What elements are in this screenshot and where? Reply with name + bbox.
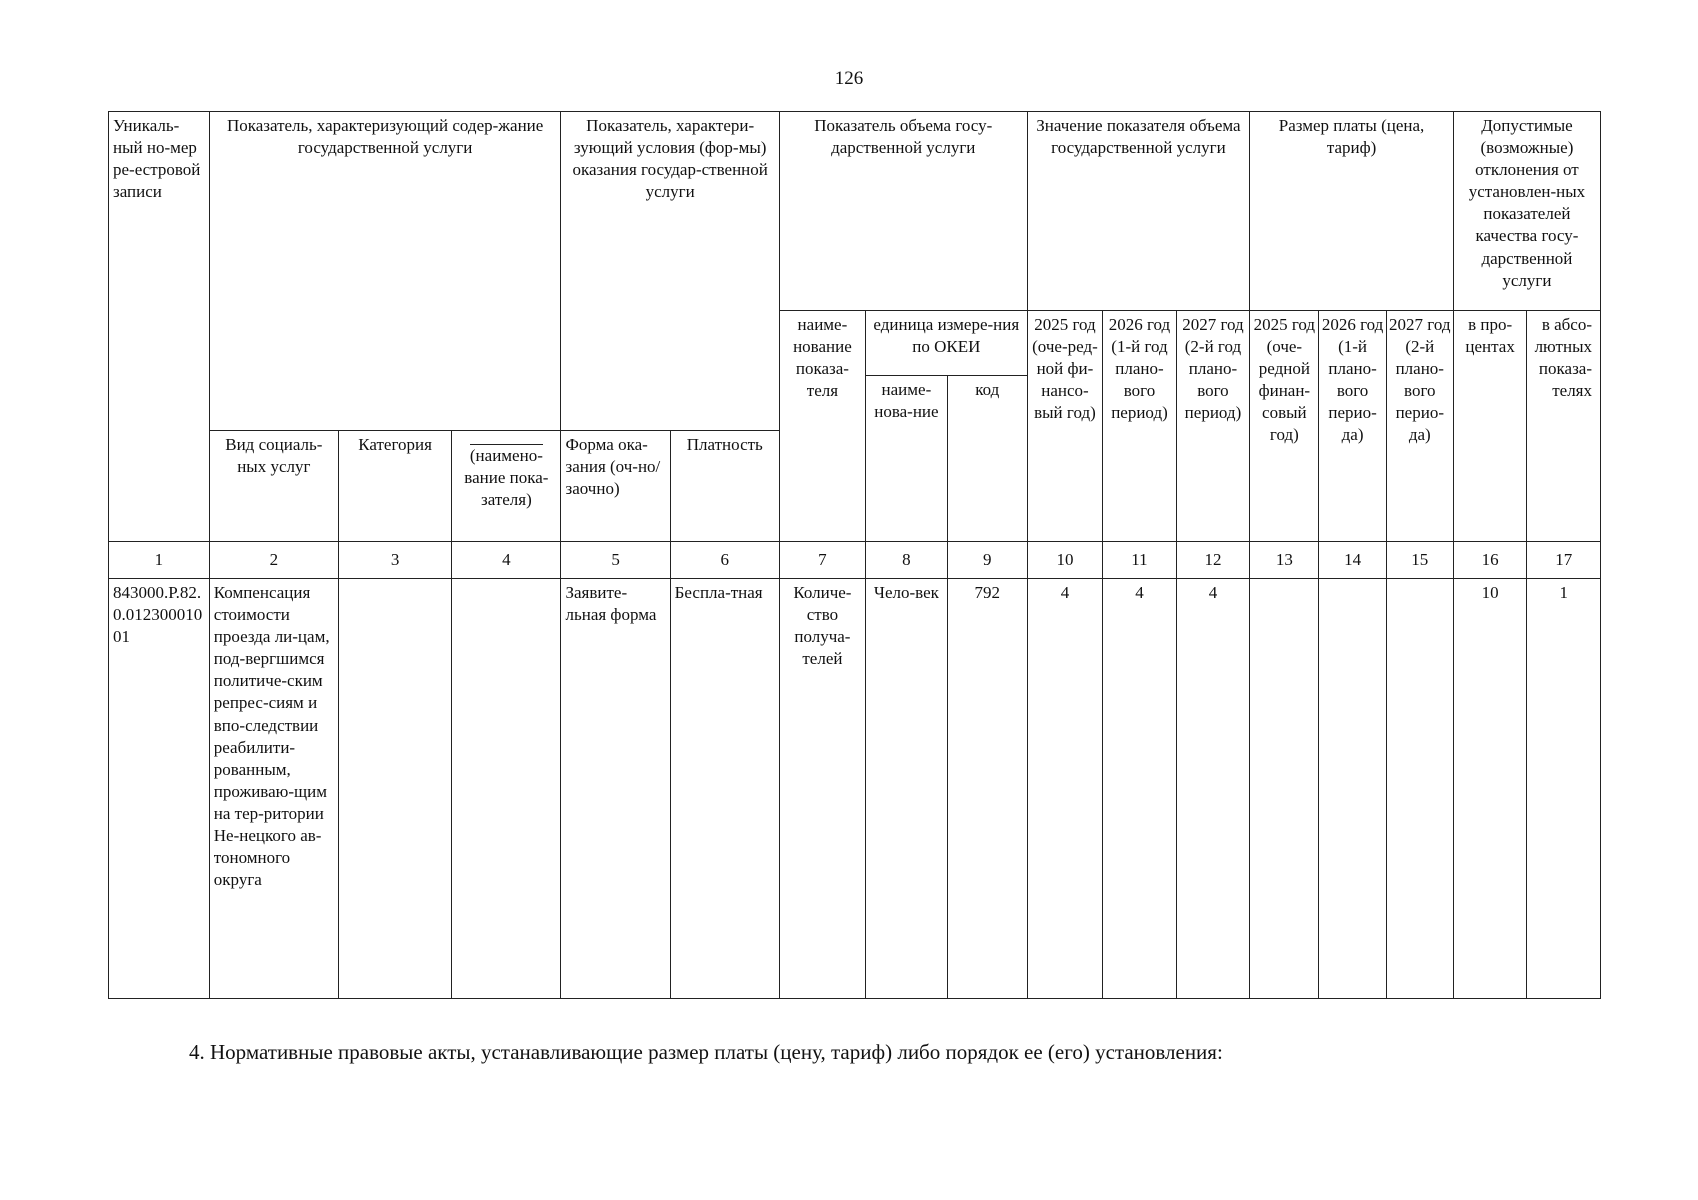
column-number: 11 — [1103, 542, 1176, 579]
column-number: 7 — [779, 542, 865, 579]
header-indicator-name — [452, 431, 561, 542]
header-content-indicator: Показатель, характеризующий содер-жание государственной услуги — [209, 112, 561, 431]
column-number: 15 — [1386, 542, 1453, 579]
header-deviation-percent: в про-центах — [1453, 311, 1526, 542]
section-4-heading: 4. Нормативные правовые акты, устанавливающие размер платы (цену, тариф) либо порядок ее (его) установления: — [189, 1040, 1223, 1064]
value-2027-cell: 4 — [1176, 579, 1249, 999]
value-2025-cell: 4 — [1027, 579, 1103, 999]
header-fee-2026: 2026 год (1-й плано-вого перио-да) — [1319, 311, 1386, 542]
header-deviation-absolute: в абсо-лютных показа-телях — [1527, 311, 1601, 542]
column-number: 12 — [1176, 542, 1249, 579]
header-conditions-indicator: Показатель, характери-зующий условия (фор-мы) оказания государ-ственной услуги — [561, 112, 779, 431]
header-volume-indicator: Показатель объема госу-дарственной услуги — [779, 112, 1027, 311]
header-registry-number: Уникаль-ный но-мер ре-естровой записи — [109, 112, 210, 542]
header-service-type: Вид социаль-ных услуг — [209, 431, 338, 542]
column-number: 8 — [865, 542, 947, 579]
indicator-name-cell — [452, 579, 561, 999]
unit-code-cell: 792 — [947, 579, 1027, 999]
column-number: 6 — [670, 542, 779, 579]
header-volume-value: Значение показателя объема государственной услуги — [1027, 112, 1250, 311]
header-okei-name: наиме-нова-ние — [865, 376, 947, 542]
column-number: 3 — [338, 542, 451, 579]
column-number: 2 — [209, 542, 338, 579]
header-payment: Платность — [670, 431, 779, 542]
table-row — [109, 579, 1601, 999]
page-number: 126 — [834, 68, 864, 89]
deviation-absolute-cell: 1 — [1527, 579, 1601, 999]
payment-cell: Беспла-тная — [670, 579, 779, 999]
header-indicator-name-text: (наимено-вание пока-зателя) — [464, 446, 549, 510]
column-number: 17 — [1527, 542, 1601, 579]
column-number: 14 — [1319, 542, 1386, 579]
state-service-volume-table — [108, 111, 1601, 999]
column-number: 16 — [1453, 542, 1526, 579]
fee-2025-cell — [1250, 579, 1319, 999]
column-number: 9 — [947, 542, 1027, 579]
column-number: 13 — [1250, 542, 1319, 579]
volume-name-cell: Количе-ство получа-телей — [779, 579, 865, 999]
column-number: 4 — [452, 542, 561, 579]
form-cell: Заявите-льная форма — [561, 579, 670, 999]
header-deviation: Допустимые (возможные) отклонения от установлен-ных показателей качества госу-дарственной услуги — [1453, 112, 1600, 311]
deviation-percent-cell: 10 — [1453, 579, 1526, 999]
header-fee: Размер платы (цена, тариф) — [1250, 112, 1454, 311]
category-cell — [338, 579, 451, 999]
column-number: 1 — [109, 542, 210, 579]
header-value-2027: 2027 год (2-й год плано-вого период) — [1176, 311, 1249, 542]
unit-name-cell: Чело-век — [865, 579, 947, 999]
column-number: 5 — [561, 542, 670, 579]
fee-2026-cell — [1319, 579, 1386, 999]
header-okei-unit: единица измере-ния по ОКЕИ — [865, 311, 1027, 376]
header-okei-code: код — [947, 376, 1027, 542]
header-fee-2027: 2027 год (2-й плано-вого перио-да) — [1386, 311, 1453, 542]
header-form: Форма ока-зания (оч-но/заочно) — [561, 431, 670, 542]
header-fee-2025: 2025 год (оче-редной финан-совый год) — [1250, 311, 1319, 542]
service-type-cell: Компенсация стоимости проезда ли-цам, под-вергшимся политиче-ским репрес-сиям и впо-следствии реабилити-рованным, проживаю-щим на тер-ритории Не-нецкого ав-тономного округа — [209, 579, 338, 999]
column-number-row — [109, 542, 1601, 579]
fee-2027-cell — [1386, 579, 1453, 999]
value-2026-cell: 4 — [1103, 579, 1176, 999]
blank-line — [470, 444, 543, 445]
header-value-2025: 2025 год (оче-ред-ной фи-нансо-вый год) — [1027, 311, 1103, 542]
header-volume-name: наиме-нование показа-теля — [779, 311, 865, 542]
header-category: Категория — [338, 431, 451, 542]
registry-number-cell: 843000.Р.82.0.01230001001 — [109, 579, 210, 999]
column-number: 10 — [1027, 542, 1103, 579]
header-value-2026: 2026 год (1-й год плано-вого период) — [1103, 311, 1176, 542]
